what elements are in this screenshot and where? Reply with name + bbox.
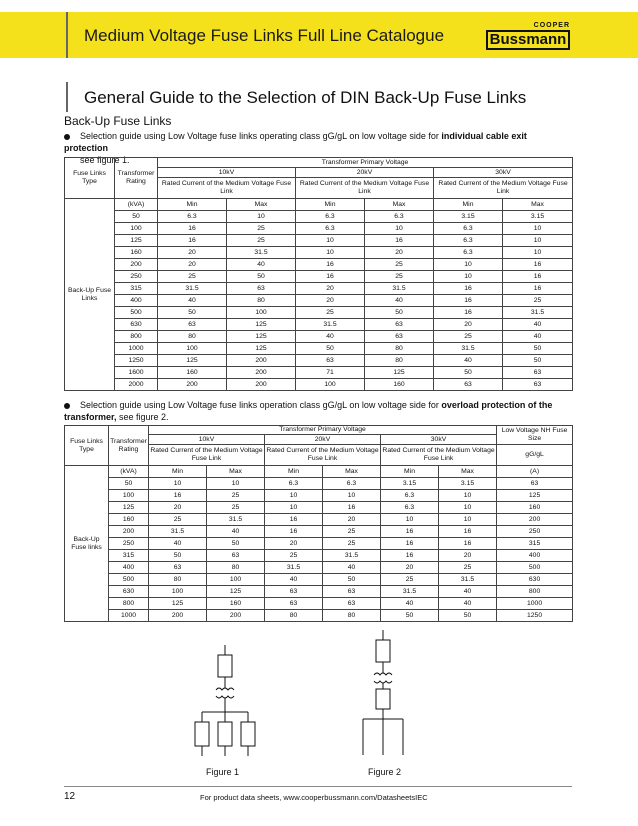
table-cell: 16 [158, 223, 227, 235]
table-cell: 80 [323, 610, 381, 622]
table-cell: 25 [227, 235, 296, 247]
table-cell: 200 [227, 355, 296, 367]
table-cell: 25 [227, 223, 296, 235]
table-cell: 200 [227, 367, 296, 379]
table-cell: 200 [149, 610, 207, 622]
page-title: General Guide to the Selection of DIN Back-Up Fuse Links [84, 88, 527, 107]
table-cell: 50 [158, 307, 227, 319]
table-cell: 63 [265, 598, 323, 610]
table-cell: 10 [207, 478, 265, 490]
table-cell: 16 [149, 490, 207, 502]
table-cell: 3.15 [503, 211, 573, 223]
table-cell: 200 [115, 259, 158, 271]
table-cell: 16 [265, 514, 323, 526]
table-cell: 40 [439, 598, 497, 610]
unit-cell: (A) [497, 466, 573, 478]
table-row [65, 562, 573, 574]
table-cell: 10 [439, 502, 497, 514]
header-transformer-rating: Transformer Rating [109, 426, 149, 466]
table-cell: 16 [503, 271, 573, 283]
header-rated-current: Rated Current of the Medium Voltage Fuse Link [149, 445, 265, 466]
table-cell: 3.15 [381, 478, 439, 490]
table-cell: 63 [227, 283, 296, 295]
table-cell: 25 [323, 538, 381, 550]
table-cell: 10 [381, 514, 439, 526]
table-cell: 10 [323, 490, 381, 502]
table-row [65, 514, 573, 526]
table-row [65, 526, 573, 538]
table-cell: 63 [365, 319, 434, 331]
table-row [65, 271, 573, 283]
table-cell: 6.3 [381, 502, 439, 514]
table-cell: 20 [265, 538, 323, 550]
table-cell: 80 [149, 574, 207, 586]
table-cell: 40 [503, 319, 573, 331]
table-cell: 125 [227, 331, 296, 343]
table-cell: 1250 [497, 610, 573, 622]
table-cell: 50 [115, 211, 158, 223]
header-primary-voltage: Transformer Primary Voltage [158, 158, 573, 168]
selection-table-1 [64, 157, 573, 391]
table-cell: 63 [158, 319, 227, 331]
table-row [65, 598, 573, 610]
table-cell: 200 [227, 379, 296, 391]
table-cell: 125 [158, 355, 227, 367]
unit-cell: Max [365, 199, 434, 211]
table-row [65, 379, 573, 391]
table-cell: 40 [296, 331, 365, 343]
table-cell: 50 [381, 610, 439, 622]
table-row [65, 343, 573, 355]
table-cell: 63 [503, 379, 573, 391]
table-cell: 16 [503, 259, 573, 271]
table-cell: 10 [503, 235, 573, 247]
table-cell: 16 [434, 307, 503, 319]
table-cell: 160 [497, 502, 573, 514]
table-cell: 500 [109, 574, 149, 586]
table-cell: 40 [365, 295, 434, 307]
table-cell: 16 [158, 235, 227, 247]
table-cell: 71 [296, 367, 365, 379]
header-banner [0, 12, 638, 58]
table-cell: 1000 [497, 598, 573, 610]
header-voltage: 10kV [158, 168, 296, 178]
table-cell: 50 [434, 367, 503, 379]
title-accent-bar [66, 82, 68, 112]
table-cell: 10 [227, 211, 296, 223]
bullet-2-line2: see figure 2. [116, 412, 169, 422]
table-cell: 50 [323, 574, 381, 586]
header-lv-fuse-size: Low Voltage NH Fuse Size [497, 426, 573, 445]
unit-cell: Max [323, 466, 381, 478]
header-row [65, 426, 573, 435]
table-cell: 40 [265, 574, 323, 586]
header-fuse-type: Fuse Links Type [65, 158, 115, 199]
table-cell: 100 [227, 307, 296, 319]
table-cell: 125 [115, 235, 158, 247]
table-row [65, 610, 573, 622]
table-cell: 16 [381, 550, 439, 562]
table-cell: 40 [381, 598, 439, 610]
table-cell: 250 [497, 526, 573, 538]
unit-cell: Min [158, 199, 227, 211]
table-cell: 100 [158, 343, 227, 355]
bullet-2 [64, 399, 564, 423]
table-cell: 125 [149, 598, 207, 610]
table-cell: 40 [503, 331, 573, 343]
header-fuse-type: Fuse Links Type [65, 426, 109, 466]
table-cell: 31.5 [207, 514, 265, 526]
table-cell: 400 [115, 295, 158, 307]
table-cell: 40 [149, 538, 207, 550]
table-row [65, 490, 573, 502]
table-cell: 6.3 [296, 223, 365, 235]
table-cell: 20 [296, 295, 365, 307]
unit-cell: Min [381, 466, 439, 478]
table-cell: 63 [503, 367, 573, 379]
table-cell: 125 [365, 367, 434, 379]
table-cell: 160 [207, 598, 265, 610]
table-cell: 100 [296, 379, 365, 391]
table-cell: 800 [115, 331, 158, 343]
table-cell: 80 [158, 331, 227, 343]
bullet-2-bold: overload protection of the [441, 400, 553, 410]
table-cell: 20 [158, 259, 227, 271]
table-cell: 200 [158, 379, 227, 391]
table-cell: 10 [439, 490, 497, 502]
table-cell: 100 [115, 223, 158, 235]
table-cell: 6.3 [158, 211, 227, 223]
table-cell: 16 [503, 283, 573, 295]
table-cell: 50 [296, 343, 365, 355]
table-cell: 50 [109, 478, 149, 490]
table-cell: 25 [207, 502, 265, 514]
unit-cell: Max [207, 466, 265, 478]
type-label: Back-Up Fuse links [65, 466, 109, 622]
table-row [65, 574, 573, 586]
unit-cell: Min [434, 199, 503, 211]
table-row [65, 355, 573, 367]
table-cell: 31.5 [439, 574, 497, 586]
bullet-1-bold: individual cable exit protection [64, 131, 527, 153]
table-row [65, 247, 573, 259]
table-cell: 25 [434, 331, 503, 343]
table-cell: 10 [503, 223, 573, 235]
table-cell: 20 [365, 247, 434, 259]
table-cell: 16 [323, 502, 381, 514]
table-cell: 80 [207, 562, 265, 574]
table-cell: 50 [503, 343, 573, 355]
table-cell: 10 [439, 514, 497, 526]
table-cell: 25 [365, 259, 434, 271]
table-cell: 50 [365, 307, 434, 319]
table-cell: 10 [149, 478, 207, 490]
table-cell: 500 [497, 562, 573, 574]
figure-2-diagram [345, 625, 425, 765]
table-cell: 63 [323, 598, 381, 610]
table-cell: 50 [503, 355, 573, 367]
table-cell: 6.3 [265, 478, 323, 490]
table-cell: 63 [323, 586, 381, 598]
bullet-1-line2: see figure 1. [80, 155, 130, 165]
table-cell: 100 [207, 574, 265, 586]
table-cell: 200 [207, 610, 265, 622]
table-cell: 10 [434, 259, 503, 271]
table-cell: 1000 [109, 610, 149, 622]
table-row [65, 295, 573, 307]
table-cell: 10 [503, 247, 573, 259]
table-cell: 63 [434, 379, 503, 391]
header-lv-class: gG/gL [497, 445, 573, 466]
table-cell: 3.15 [434, 211, 503, 223]
table-row [65, 550, 573, 562]
table-cell: 800 [497, 586, 573, 598]
header-rated-current: Rated Current of the Medium Voltage Fuse Link [296, 178, 434, 199]
table-cell: 160 [109, 514, 149, 526]
table-cell: 40 [434, 355, 503, 367]
table-cell: 315 [115, 283, 158, 295]
header-rated-current: Rated Current of the Medium Voltage Fuse Link [158, 178, 296, 199]
table-cell: 100 [109, 490, 149, 502]
table-cell: 25 [296, 307, 365, 319]
table-cell: 16 [381, 526, 439, 538]
table-cell: 16 [265, 526, 323, 538]
table-cell: 630 [115, 319, 158, 331]
table-cell: 6.3 [365, 211, 434, 223]
table-row [65, 502, 573, 514]
table-cell: 400 [497, 550, 573, 562]
table-row [65, 319, 573, 331]
table-cell: 16 [434, 283, 503, 295]
header-accent-bar [66, 12, 68, 58]
table-cell: 125 [497, 490, 573, 502]
table-cell: 125 [109, 502, 149, 514]
table-cell: 160 [158, 367, 227, 379]
unit-cell: (kVA) [115, 199, 158, 211]
table-row [65, 223, 573, 235]
table-cell: 1250 [115, 355, 158, 367]
table-cell: 630 [497, 574, 573, 586]
table-cell: 100 [149, 586, 207, 598]
table-row [65, 307, 573, 319]
bullet-1-text: Selection guide using Low Voltage fuse links operating class gG/gL on low voltage side for [80, 131, 442, 141]
bullet-2-line2-bold: transformer, [64, 412, 117, 422]
table-cell: 20 [158, 247, 227, 259]
table-cell: 50 [439, 610, 497, 622]
table-cell: 40 [323, 562, 381, 574]
table-cell: 25 [158, 271, 227, 283]
footer-divider [64, 786, 572, 787]
table-cell: 500 [115, 307, 158, 319]
table-cell: 20 [439, 550, 497, 562]
table-cell: 31.5 [503, 307, 573, 319]
page-number: 12 [64, 791, 76, 802]
table-cell: 16 [296, 271, 365, 283]
unit-cell: Min [296, 199, 365, 211]
table-cell: 125 [227, 319, 296, 331]
header-voltage: 30kV [381, 435, 497, 445]
header-rated-current: Rated Current of the Medium Voltage Fuse Link [434, 178, 573, 199]
table-cell: 63 [207, 550, 265, 562]
header-rated-current: Rated Current of the Medium Voltage Fuse Link [381, 445, 497, 466]
table-cell: 40 [227, 259, 296, 271]
header-transformer-rating: Transformer Rating [115, 158, 158, 199]
table-cell: 16 [381, 538, 439, 550]
table-cell: 63 [365, 331, 434, 343]
table-cell: 800 [109, 598, 149, 610]
table-cell: 63 [296, 355, 365, 367]
header-rated-current: Rated Current of the Medium Voltage Fuse Link [265, 445, 381, 466]
table-cell: 20 [381, 562, 439, 574]
table-cell: 10 [365, 223, 434, 235]
table-cell: 63 [149, 562, 207, 574]
table-cell: 40 [158, 295, 227, 307]
bullet-dot-icon [64, 134, 70, 140]
table-cell: 10 [296, 247, 365, 259]
header-row [65, 158, 573, 168]
header-title: Medium Voltage Fuse Links Full Line Catalogue [84, 26, 445, 45]
unit-cell: Max [227, 199, 296, 211]
table-cell: 31.5 [323, 550, 381, 562]
unit-cell: Min [265, 466, 323, 478]
table-cell: 3.15 [439, 478, 497, 490]
table-cell: 31.5 [158, 283, 227, 295]
table-cell: 25 [365, 271, 434, 283]
table-cell: 50 [149, 550, 207, 562]
table-cell: 50 [227, 271, 296, 283]
table-cell: 31.5 [149, 526, 207, 538]
unit-cell: Max [439, 466, 497, 478]
table-cell: 31.5 [227, 247, 296, 259]
bullet-dot-icon [64, 403, 70, 409]
table-cell: 6.3 [381, 490, 439, 502]
table-row [65, 367, 573, 379]
table-cell: 1000 [115, 343, 158, 355]
table-cell: 6.3 [434, 223, 503, 235]
table-cell: 40 [207, 526, 265, 538]
units-row [65, 466, 573, 478]
table-cell: 400 [109, 562, 149, 574]
table-cell: 10 [434, 271, 503, 283]
figure-1-label: Figure 1 [206, 767, 240, 777]
table-cell: 1600 [115, 367, 158, 379]
table-row [65, 586, 573, 598]
header-voltage: 10kV [149, 435, 265, 445]
table-cell: 630 [109, 586, 149, 598]
table-cell: 25 [503, 295, 573, 307]
table-cell: 200 [109, 526, 149, 538]
table-cell: 25 [207, 490, 265, 502]
bussmann-logo [486, 22, 570, 52]
table-row [65, 283, 573, 295]
table-cell: 6.3 [434, 247, 503, 259]
table-cell: 31.5 [296, 319, 365, 331]
header-voltage: 20kV [265, 435, 381, 445]
table-cell: 160 [115, 247, 158, 259]
table-cell: 20 [296, 283, 365, 295]
section-subtitle: Back-Up Fuse Links [64, 114, 172, 128]
selection-table-2 [64, 425, 573, 622]
unit-cell: Min [149, 466, 207, 478]
table-cell: 315 [497, 538, 573, 550]
table-cell: 80 [227, 295, 296, 307]
table-cell: 2000 [115, 379, 158, 391]
bullet-2-text: Selection guide using Low Voltage fuse links operation class gG/gL on low voltage side for [80, 400, 442, 410]
table-cell: 6.3 [296, 211, 365, 223]
table-cell: 6.3 [434, 235, 503, 247]
table-row [65, 538, 573, 550]
table-row [65, 259, 573, 271]
table-cell: 63 [497, 478, 573, 490]
table-cell: 6.3 [323, 478, 381, 490]
unit-cell: Max [503, 199, 573, 211]
footer-text: For product data sheets, www.cooperbussmann.com/DatasheetsIEC [200, 793, 428, 802]
table-cell: 250 [109, 538, 149, 550]
table-cell: 80 [365, 343, 434, 355]
table-cell: 16 [296, 259, 365, 271]
table-cell: 16 [439, 538, 497, 550]
table-row [65, 478, 573, 490]
figure-1-diagram [180, 640, 280, 765]
type-label: Back-Up Fuse Links [65, 199, 115, 391]
header-primary-voltage: Transformer Primary Voltage [149, 426, 497, 435]
table-cell: 25 [381, 574, 439, 586]
table-cell: 63 [265, 586, 323, 598]
table-cell: 200 [497, 514, 573, 526]
table-cell: 20 [149, 502, 207, 514]
header-voltage: 30kV [434, 168, 573, 178]
table-cell: 50 [207, 538, 265, 550]
table-cell: 16 [434, 295, 503, 307]
table-row [65, 235, 573, 247]
table-cell: 31.5 [365, 283, 434, 295]
table-cell: 125 [227, 343, 296, 355]
table-cell: 160 [365, 379, 434, 391]
logo-brand-text: Bussmann [486, 30, 570, 50]
table-cell: 25 [439, 562, 497, 574]
table-cell: 80 [365, 355, 434, 367]
logo-cooper-text: COOPER [533, 22, 570, 29]
table-cell: 125 [207, 586, 265, 598]
table-cell: 16 [439, 526, 497, 538]
table-cell: 31.5 [434, 343, 503, 355]
table-cell: 10 [265, 502, 323, 514]
unit-cell: (kVA) [109, 466, 149, 478]
units-row [65, 199, 573, 211]
table-cell: 10 [296, 235, 365, 247]
table-cell: 250 [115, 271, 158, 283]
table-cell: 25 [265, 550, 323, 562]
table-cell: 16 [365, 235, 434, 247]
header-voltage: 20kV [296, 168, 434, 178]
table-cell: 31.5 [381, 586, 439, 598]
table-row [65, 211, 573, 223]
table-cell: 31.5 [265, 562, 323, 574]
table-cell: 25 [149, 514, 207, 526]
table-cell: 40 [439, 586, 497, 598]
table-cell: 20 [323, 514, 381, 526]
table-cell: 25 [323, 526, 381, 538]
table-cell: 10 [265, 490, 323, 502]
table-cell: 315 [109, 550, 149, 562]
table-cell: 80 [265, 610, 323, 622]
figure-2-label: Figure 2 [368, 767, 402, 777]
table-cell: 20 [434, 319, 503, 331]
table-row [65, 331, 573, 343]
